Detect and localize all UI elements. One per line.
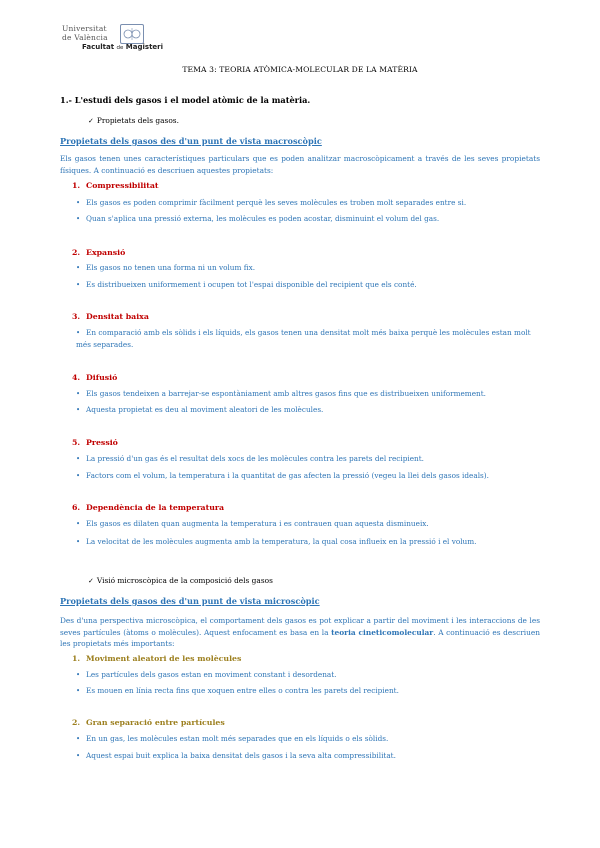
- section-heading: 1.- L'estudi dels gasos i el model atòmic de la matèria.: [60, 95, 311, 105]
- bullet-text: Aquesta propietat es deu al moviment aleatori de les molècules.: [86, 405, 324, 414]
- item-number: 3.: [72, 312, 81, 321]
- item-label: Difusió: [86, 373, 118, 382]
- list-item-heading: [72, 248, 125, 257]
- bullet-text: Els gasos tendeixen a barrejar-se espontàniament amb altres gasos fins que es distribueixen uniformement.: [86, 389, 486, 398]
- bullet-text: La velocitat de les molècules augmenta amb la temperatura, la qual cosa influeix en la pressió i el volum.: [86, 537, 477, 546]
- item-number: 1.: [72, 181, 81, 190]
- item-label: Gran separació entre partícules: [86, 718, 225, 727]
- bullet-text: Factors com el volum, la temperatura i la quantitat de gas afecten la pressió (vegeu la llei dels gasos ideals).: [86, 471, 489, 480]
- bullet-icon: •: [76, 264, 81, 272]
- item-label: Compressibilitat: [86, 181, 159, 190]
- document-title: TEMA 3: TEORIA ATÒMICA-MOLECULAR DE LA MATÈRIA: [182, 65, 418, 74]
- list-item-heading: [72, 438, 118, 447]
- list-item: [76, 669, 540, 681]
- list-item: [76, 327, 540, 351]
- list-item: [76, 536, 540, 548]
- list-item: [76, 470, 540, 482]
- check-mark-icon: ✓: [88, 117, 94, 125]
- list-item-heading: [72, 181, 159, 190]
- item-number: 2.: [72, 718, 81, 727]
- item-label: Densitat baixa: [86, 312, 149, 321]
- bullet-text: Aquest espai buit explica la baixa densitat dels gasos i la seva alta compressibilitat.: [86, 751, 396, 760]
- list-item: [76, 197, 540, 209]
- micro-intro-b: . A continuació es descriuen les propietats més importants:: [60, 627, 541, 648]
- bullet-icon: •: [76, 735, 81, 743]
- list-item-heading: [72, 503, 224, 512]
- logo-line-1: Universitat: [62, 24, 107, 33]
- micro-intro-bold: teoria cineticomolecular: [331, 627, 434, 637]
- list-item-heading: [72, 718, 225, 727]
- checkpoint-label: Visió microscòpica de la composició dels gasos: [96, 576, 273, 585]
- micro-heading: Propietats dels gasos des d'un punt de vista microscòpic: [60, 596, 320, 606]
- micro-intro-a: Des d'una perspectiva microscòpica, el comportament dels gasos es pot explicar a partir del moviment i les interaccions de les seves partícules (àtoms o molècules). Aquest enfocament es basa en la: [60, 616, 540, 637]
- list-item: [76, 518, 540, 530]
- bullet-icon: •: [76, 199, 81, 207]
- bullet-icon: •: [76, 671, 81, 679]
- list-item-heading: [72, 373, 117, 382]
- bullet-text: Els gasos es dilaten quan augmenta la temperatura i es contrauen quan aquesta disminueix.: [86, 519, 429, 528]
- bullet-icon: •: [76, 390, 81, 398]
- checkpoint-microscopic: [88, 576, 273, 585]
- bullet-text: En un gas, les molècules estan molt més separades que en els líquids o els sòlids.: [86, 734, 389, 743]
- checkpoint-label: Propietats dels gasos.: [96, 116, 179, 125]
- university-seal-icon: [120, 24, 144, 44]
- list-item: [76, 213, 540, 225]
- bullet-icon: •: [76, 215, 81, 223]
- logo-line-2: de València: [62, 33, 108, 42]
- list-item: [76, 404, 540, 416]
- bullet-text: La pressió d'un gas és el resultat dels xocs de les molècules contra les parets del recipient.: [86, 454, 424, 463]
- bullet-icon: •: [76, 329, 81, 337]
- faculty-suffix: Magisteri: [125, 43, 164, 51]
- checkpoint-properties: [88, 116, 179, 125]
- bullet-icon: •: [76, 281, 81, 289]
- list-item: [76, 750, 540, 762]
- list-item: [76, 388, 540, 400]
- item-label: Expansió: [86, 248, 126, 257]
- bullet-text: Els gasos no tenen una forma ni un volum fix.: [86, 263, 256, 272]
- item-label: Moviment aleatori de les molècules: [86, 654, 242, 663]
- bullet-text: Es mouen en línia recta fins que xoquen entre elles o contra les parets del recipient.: [86, 686, 399, 695]
- list-item-heading: [72, 654, 241, 663]
- item-number: 2.: [72, 248, 81, 257]
- list-item: [76, 685, 540, 697]
- item-label: Pressió: [86, 438, 118, 447]
- macro-heading: Propietats dels gasos des d'un punt de vista macroscòpic: [60, 136, 322, 146]
- bullet-icon: •: [76, 520, 81, 528]
- bullet-icon: •: [76, 406, 81, 414]
- macro-intro: Els gasos tenen unes característiques particulars que es poden analitzar macroscòpicament a través de les seves propietats físiques. A continuació es descriuen aquestes propietats:: [60, 154, 540, 175]
- bullet-icon: •: [76, 455, 81, 463]
- faculty-name: [82, 43, 163, 51]
- bullet-icon: •: [76, 538, 81, 546]
- bullet-icon: •: [76, 752, 81, 760]
- list-item: [76, 279, 540, 291]
- list-item-heading: [72, 312, 149, 321]
- bullet-icon: •: [76, 687, 81, 695]
- item-number: 1.: [72, 654, 81, 663]
- list-item: [76, 453, 540, 465]
- bullet-text: Les partícules dels gasos estan en moviment constant i desordenat.: [86, 670, 337, 679]
- item-label: Dependència de la temperatura: [86, 503, 225, 512]
- bullet-text: Els gasos es poden comprimir fàcilment perquè les seves molècules es troben molt separades entre si.: [86, 198, 467, 207]
- item-number: 6.: [72, 503, 81, 512]
- list-item: [76, 262, 540, 274]
- faculty-small: de: [116, 45, 124, 51]
- bullet-icon: •: [76, 472, 81, 480]
- university-logo: [62, 24, 182, 56]
- check-mark-icon: ✓: [88, 577, 94, 585]
- list-item: [76, 733, 540, 745]
- bullet-text: En comparació amb els sòlids i els líquids, els gasos tenen una densitat molt més baixa perquè les molècules estan molt més separades.: [76, 328, 531, 349]
- bullet-text: Es distribueixen uniformement i ocupen tot l'espai disponible del recipient que els conté.: [86, 280, 417, 289]
- micro-intro: [60, 615, 540, 650]
- item-number: 5.: [72, 438, 81, 447]
- faculty-prefix: Facultat: [82, 43, 115, 51]
- bullet-text: Quan s'aplica una pressió externa, les molècules es poden acostar, disminuint el volum del gas.: [86, 214, 440, 223]
- item-number: 4.: [72, 373, 81, 382]
